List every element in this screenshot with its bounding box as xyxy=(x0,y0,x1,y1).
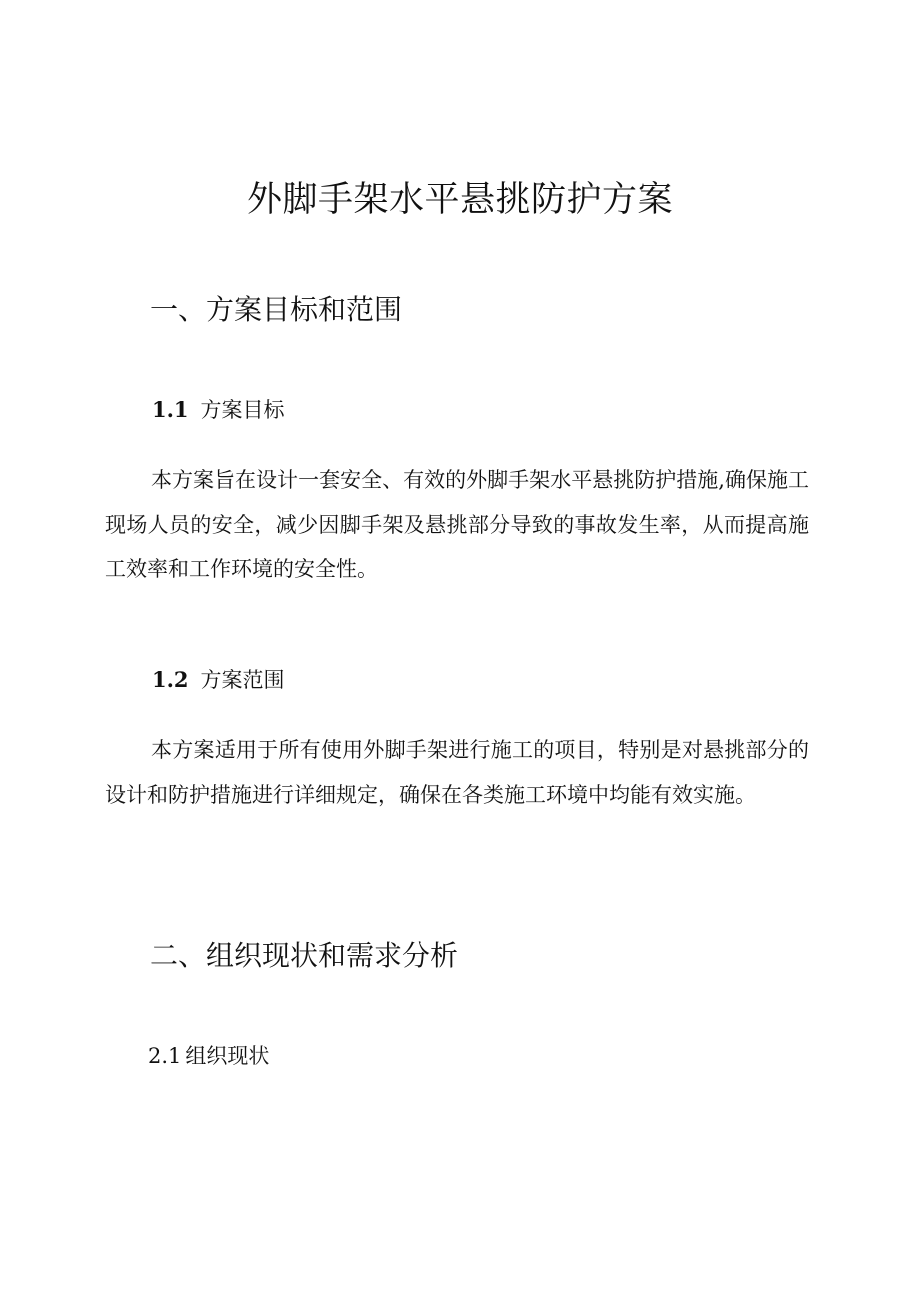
subsection-2-1-number: 2.1 xyxy=(148,1044,182,1068)
subsection-1-2-number: 1.2 xyxy=(152,667,189,692)
subsection-1-2-paragraph: 本方案适用于所有使用外脚手架进行施工的项目，特别是对悬挑部分的设计和防护措施进行详细规定，确保在各类施工环境中均能有效实施。 xyxy=(105,738,809,807)
subsection-1-2-heading xyxy=(152,663,285,697)
subsection-1-2-title: 方案范围 xyxy=(200,668,285,692)
subsection-1-1-paragraph: 本方案旨在设计一套安全、有效的外脚手架水平悬挑防护措施,确保施工现场人员的安全，减少因脚手架及悬挑部分导致的事故发生率，从而提高施工效率和工作环境的安全性。 xyxy=(105,468,809,581)
subsection-1-1-title: 方案目标 xyxy=(200,398,285,422)
section-1-heading: 一、方案目标和范围 xyxy=(150,293,403,326)
section-2-heading: 二、组织现状和需求分析 xyxy=(150,939,459,972)
subsection-1-1-heading xyxy=(152,393,285,427)
document-title: 外脚手架水平悬挑防护方案 xyxy=(246,180,673,220)
subsection-2-1-title: 组织现状 xyxy=(185,1044,270,1068)
subsection-2-1-heading xyxy=(148,1039,269,1073)
subsection-1-1-number: 1.1 xyxy=(152,397,189,422)
